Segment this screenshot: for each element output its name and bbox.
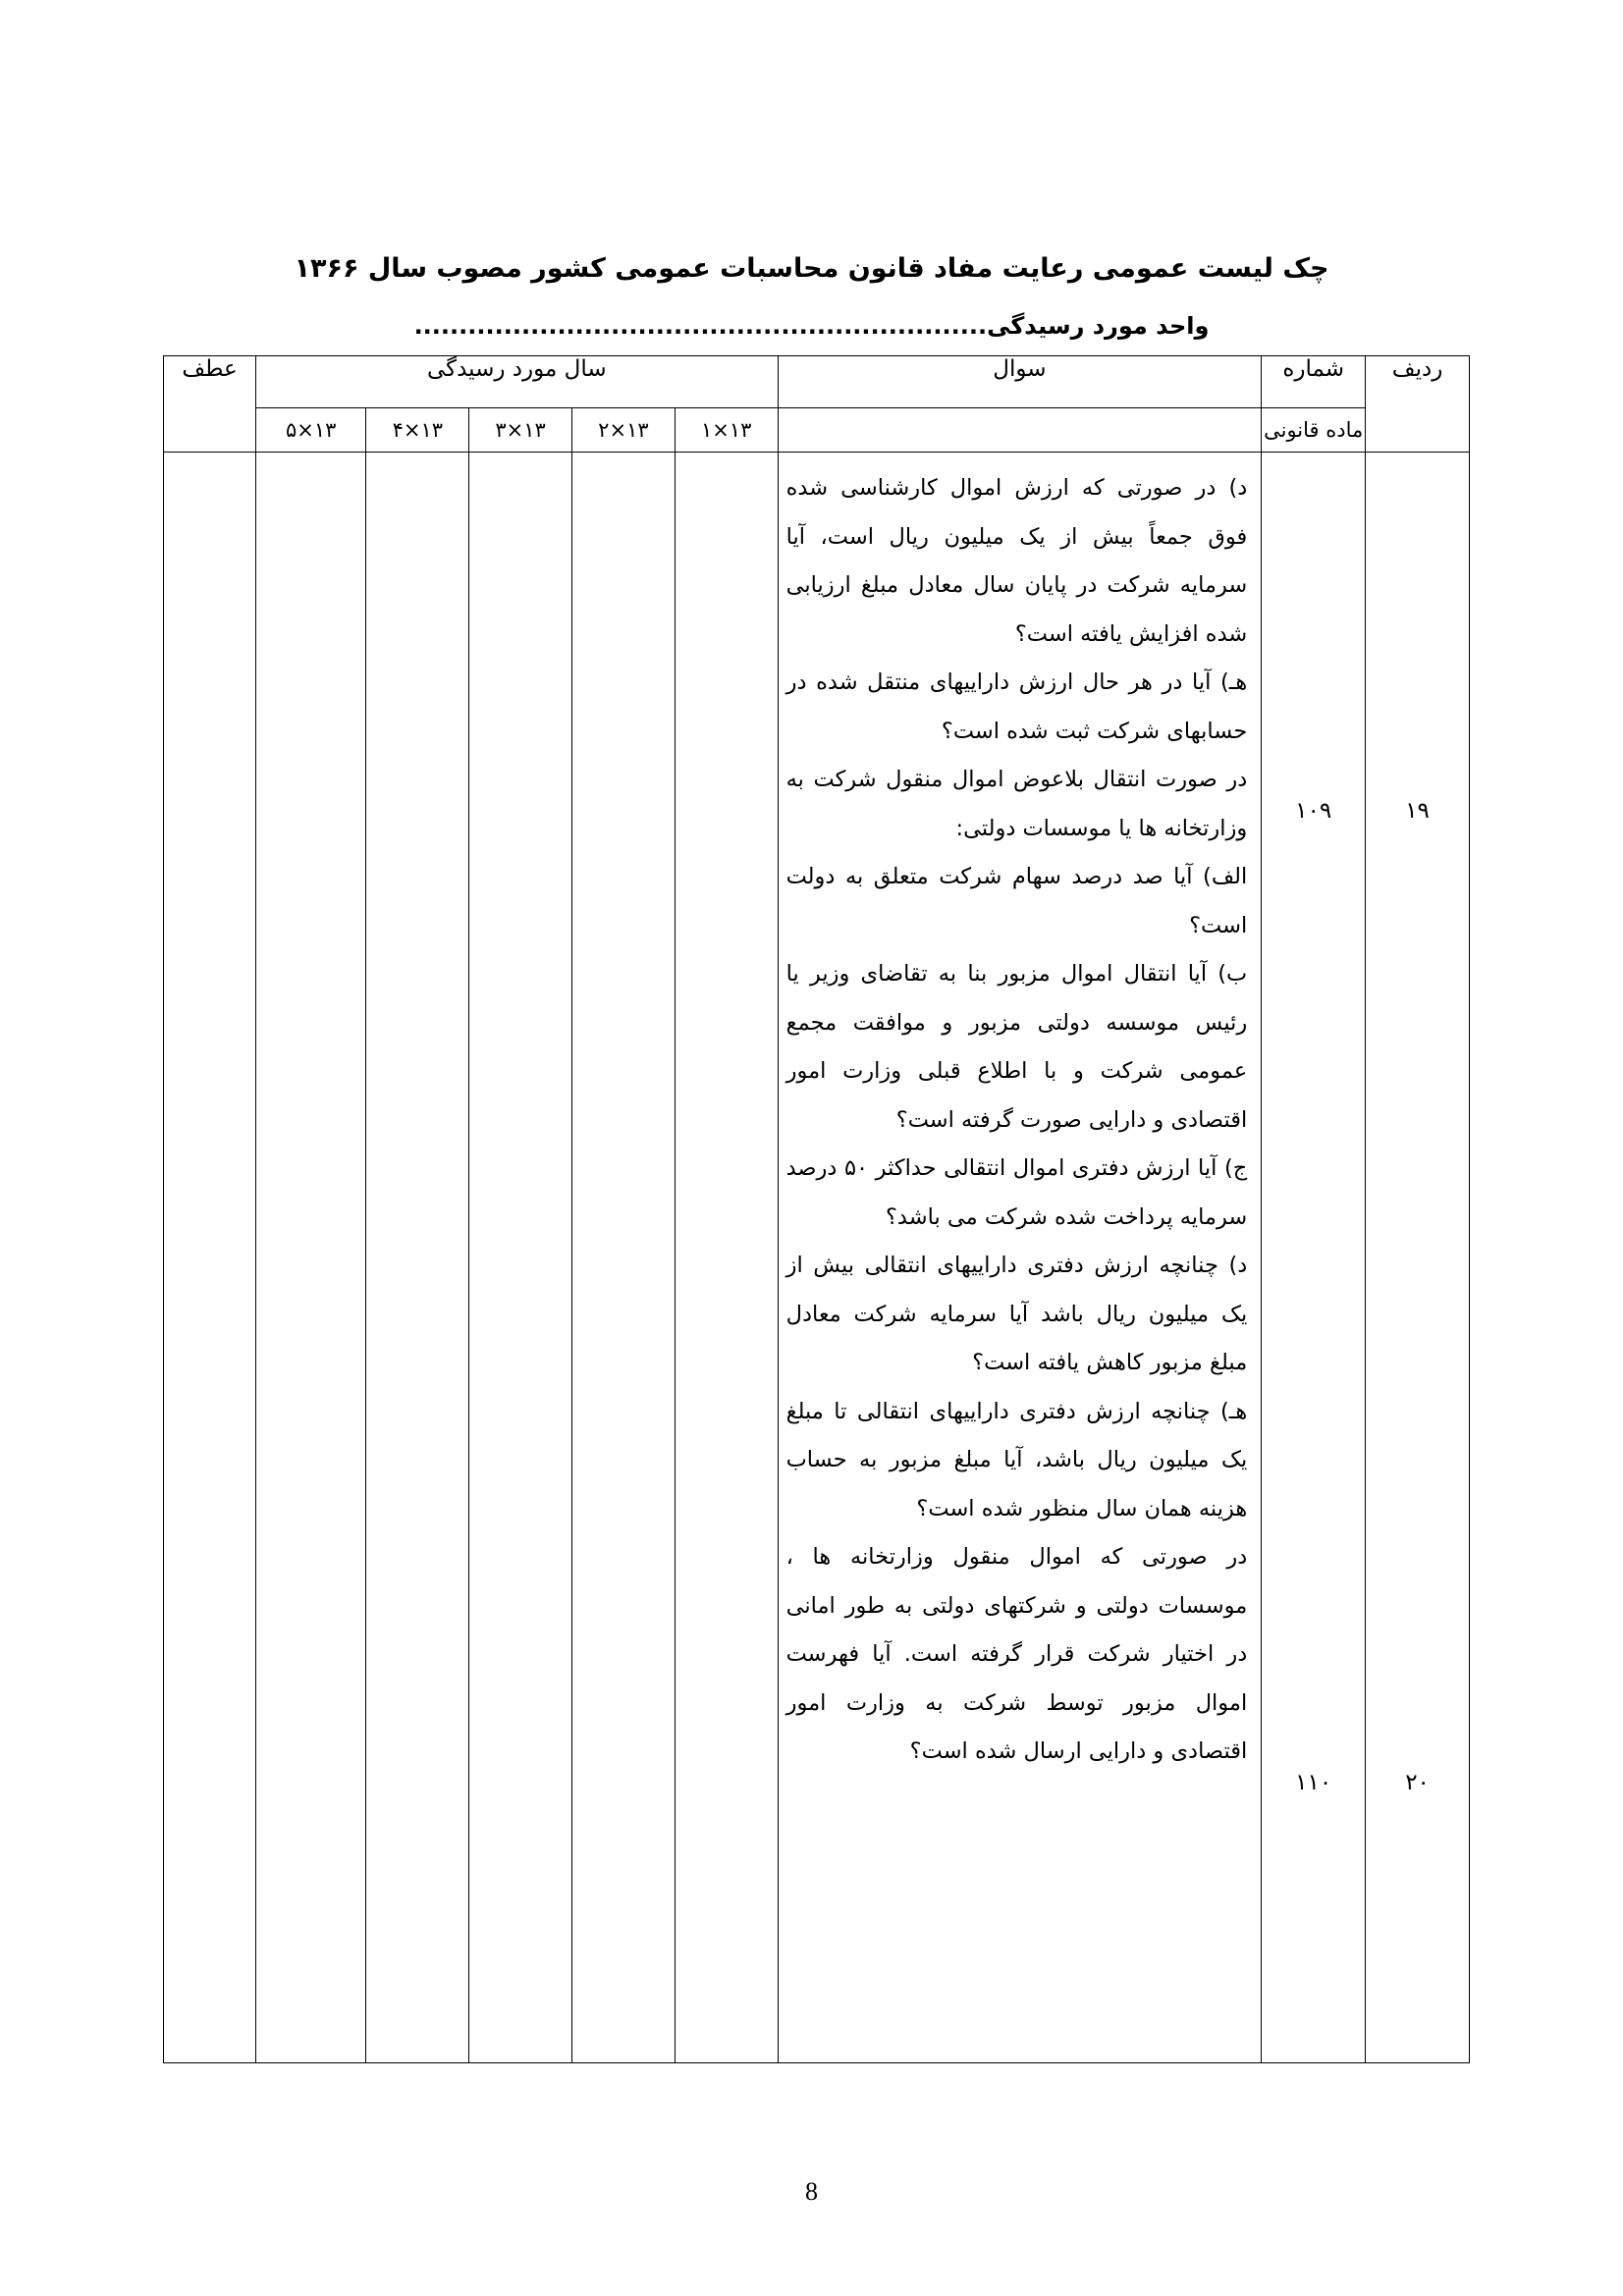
header-reference: عطف (164, 356, 256, 453)
question-paragraph: هـ) چنانچه ارزش دفتری داراییهای انتقالی تا مبلغ یک میلیون ریال باشد، آیا مبلغ مزبور به حساب هزینه همان سال منظور شده است؟ (785, 1398, 1248, 1522)
row-number-19: ۱۹ (1405, 798, 1430, 824)
checklist-table (163, 355, 1470, 2063)
question-cell (778, 453, 1262, 2063)
question-paragraph: د) در صورتی که ارزش اموال کارشناسی شده فوق جمعاً بیش از یک میلیون ریال است، آیا سرمایه شرکت در پایان سال معادل مبلغ ارزیابی شده افزایش یافته است؟ (785, 475, 1248, 647)
header-row-number: ردیف (1366, 356, 1470, 453)
question-paragraph: در صورت انتقال بلاعوض اموال منقول شرکت به وزارتخانه ها یا موسسات دولتی: (785, 767, 1248, 841)
header-row-2 (164, 408, 1470, 453)
header-article-top: شماره (1262, 356, 1366, 408)
page-number: 8 (805, 2177, 818, 2206)
header-year-3: ۱۳×۳ (469, 408, 572, 453)
table-body-row (164, 453, 1470, 2063)
question-paragraph: در صورتی که اموال منقول وزارتخانه ها ، موسسات دولتی و شرکتهای دولتی به طور امانی در اختیار شرکت قرار گرفته است. آیا فهرست اموال مزبور توسط شرکت به وزارت امور اقتصادی و دارایی ارسال شده است؟ (785, 1544, 1248, 1764)
header-years: سال مورد رسیدگی (256, 356, 779, 408)
header-question-blank (778, 408, 1262, 453)
year-3-answer-cell[interactable] (469, 453, 572, 2063)
page-title: چک لیست عمومی رعایت مفاد قانون محاسبات عمومی کشور مصوب سال ۱۳۶۶ (294, 253, 1329, 284)
year-2-answer-cell[interactable] (572, 453, 676, 2063)
audited-unit-line (0, 312, 1623, 340)
header-year-2: ۱۳×۲ (572, 408, 676, 453)
header-year-4: ۱۳×۴ (366, 408, 469, 453)
article-number-109: ۱۰۹ (1295, 798, 1332, 824)
question-paragraph: ب) آیا انتقال اموال مزبور بنا به تقاضای وزیر یا رئیس موسسه دولتی مزبور و موافقت مجمع عمومی شرکت و با اطلاع قبلی وزارت امور اقتصادی و دارایی صورت گرفته است؟ (785, 961, 1248, 1133)
header-year-1: ۱۳×۱ (675, 408, 778, 453)
question-paragraph: ج) آیا ارزش دفتری اموال انتقالی حداکثر ۵۰ درصد سرمایه پرداخت شده شرکت می باشد؟ (785, 1155, 1248, 1230)
row-number-cell (1366, 453, 1470, 2063)
question-paragraph: د) چنانچه ارزش دفتری داراییهای انتقالی بیش از یک میلیون ریال باشد آیا سرمایه شرکت معادل مبلغ مزبور کاهش یافته است؟ (785, 1253, 1248, 1375)
year-1-answer-cell[interactable] (675, 453, 778, 2063)
header-article-bottom: ماده قانونی (1262, 408, 1366, 453)
header-row-1 (164, 356, 1470, 408)
year-4-answer-cell[interactable] (366, 453, 469, 2063)
article-number-110: ۱۱۰ (1295, 1770, 1332, 1795)
reference-cell[interactable] (164, 453, 256, 2063)
header-question: سوال (778, 356, 1262, 408)
year-5-answer-cell[interactable] (256, 453, 366, 2063)
audited-unit-blank: ................................................................ (413, 312, 988, 340)
header-year-5: ۱۳×۵ (256, 408, 366, 453)
audited-unit-label: واحد مورد رسیدگی (987, 312, 1210, 340)
question-text (779, 453, 1262, 1777)
question-paragraph: هـ) آیا در هر حال ارزش داراییهای منتقل شده در حسابهای شرکت ثبت شده است؟ (785, 669, 1248, 744)
row-number-20: ۲۰ (1405, 1770, 1430, 1795)
question-paragraph: الف) آیا صد درصد سهام شرکت متعلق به دولت است؟ (785, 864, 1248, 938)
article-number-cell (1262, 453, 1366, 2063)
